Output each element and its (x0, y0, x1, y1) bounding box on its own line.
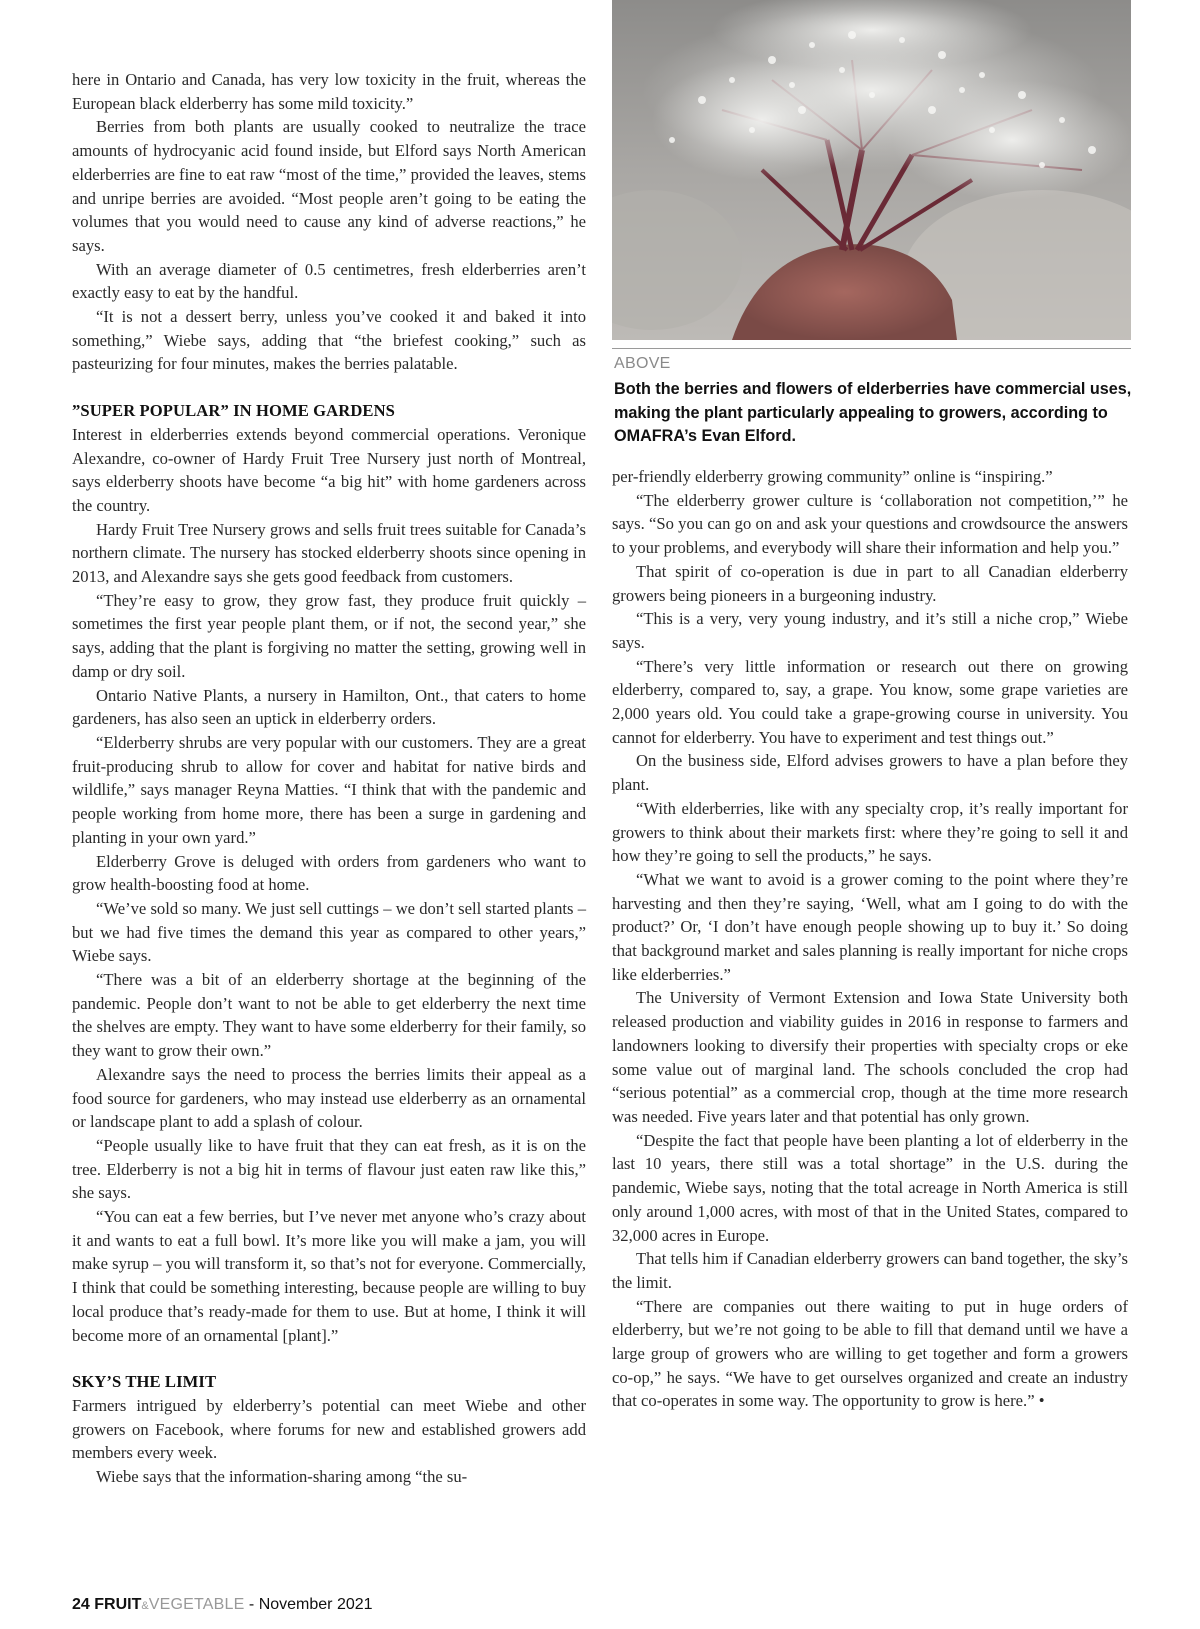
photo-caption: Both the berries and flowers of elderberries have commercial uses, making the plant particularly appealing to growers, according to OMAFRA’s Evan Elford. (614, 380, 1132, 445)
paragraph: That tells him if Canadian elderberry growers can band together, the sky’s the limit. (612, 1249, 1128, 1292)
paragraph: here in Ontario and Canada, has very low toxicity in the fruit, whereas the European black elderberry has some mild toxicity.” (72, 70, 586, 113)
paragraph: Elderberry Grove is deluged with orders from gardeners who want to grow health-boosting food at home. (72, 851, 586, 895)
page-footer (72, 1596, 373, 1614)
paragraph: “There’s very little information or research out there on growing elderberry, compared to, say, a grape. You know, some grape varieties are 2,000 years old. You could take a grape-growing course in university. You cannot for elderberry. You have to experiment and test things out.” (612, 656, 1128, 747)
paragraph: “Elderberry shrubs are very popular with our customers. They are a great fruit-producing shrub to allow for cover and habitat for native birds and wildlife,” says manager Reyna Matties. “I think that with the pandemic and people working from home more, there has been a surge in gardening and planting in your own yard.” (72, 732, 586, 847)
elderberry-flower-photo (612, 0, 1131, 340)
paragraph: “You can eat a few berries, but I’ve never met anyone who’s crazy about it and wants to eat a full bowl. It’s more like you will make a jam, you will make syrup – you will transform it, so that’s not for everyone. Commercially, I think that could be something interesting, because people are willing to buy local produce that’s ready-made for them to use. But at home, I think it will become more of an ornamental [plant].” (72, 1207, 586, 1345)
caption-label: ABOVE (614, 355, 671, 372)
paragraph: Berries from both plants are usually cooked to neutralize the trace amounts of hydrocyanic acid found inside, but Elford says North American elderberries are fine to eat raw “most of the time,” provided the leaves, stems and unripe berries are avoided. “Most people aren’t going to be eating the volumes that you would need to cause any kind of adverse reactions,” he says. (72, 117, 586, 255)
paragraph: “It is not a dessert berry, unless you’ve cooked it and baked it into something,” Wiebe says, adding that “the briefest cooking,” such as pasteurizing for four minutes, makes the berries palatable. (72, 307, 586, 374)
paragraph: “We’ve sold so many. We just sell cuttings – we don’t sell started plants – but we had five times the demand this year as compared to other years,” Wiebe says. (72, 898, 586, 966)
paragraph: “People usually like to have fruit that they can eat fresh, as it is on the tree. Elderberry is not a big hit in terms of flavour just eaten raw like this,” she says. (72, 1135, 586, 1203)
paragraph: Interest in elderberries extends beyond commercial operations. Veronique Alexandre, co-owner of Hardy Fruit Tree Nursery just north of Montreal, says elderberry shoots have become “a big hit” with home gardeners across the country. (72, 424, 586, 515)
paragraph: per-friendly elderberry growing community” online is “inspiring.” (612, 467, 1053, 486)
paragraph: “With elderberries, like with any specialty crop, it’s really important for growers to think about their markets first: where they’re going to sell it and how they’re going to sell the products,” he says. (612, 798, 1128, 866)
paragraph: “The elderberry grower culture is ‘collaboration not competition,’” he says. “So you can go on and ask your questions and crowdsource the answers to your problems, and everybody will share their information and help you.” (612, 490, 1128, 558)
publication-name: FRUIT (94, 1596, 142, 1613)
paragraph: On the business side, Elford advises growers to have a plan before they plant. (612, 751, 1128, 795)
caption-divider (612, 348, 1131, 349)
publication-vegetable: VEGETABLE (148, 1596, 245, 1613)
section-heading: SKY’S THE LIMIT (72, 1372, 217, 1392)
paragraph: “This is a very, very young industry, and it’s still a niche crop,” Wiebe says. (612, 609, 1128, 652)
paragraph: Alexandre says the need to process the berries limits their appeal as a food source for gardeners, who may instead use elderberry as an ornamental or landscape plant to add a splash of colour. (72, 1064, 586, 1132)
paragraph: “They’re easy to grow, they grow fast, they produce fruit quickly – sometimes the first year people plant them, or if not, the second year,” she says, adding that the plant is forgiving no matter the setting, growing well in damp or dry soil. (72, 590, 586, 681)
section-heading: ”SUPER POPULAR” IN HOME GARDENS (72, 401, 396, 421)
paragraph: “What we want to avoid is a grower coming to the point where they’re harvesting and then they’re saying, ‘Well, what am I going to do with the product?’ Or, ‘I don’t have enough people showing up to buy it.’ So doing that background market and sales planning is really important for niche crops like elderberries.” (612, 869, 1128, 984)
paragraph: Ontario Native Plants, a nursery in Hamilton, Ont., that caters to home gardeners, has also seen an uptick in elderberry orders. (72, 685, 586, 729)
footer-separator: - (244, 1596, 259, 1613)
issue-date: November 2021 (258, 1596, 373, 1613)
publication-ampersand: & (141, 1600, 149, 1612)
paragraph: Wiebe says that the information-sharing among “the su- (96, 1467, 468, 1487)
article-right-column (612, 465, 1128, 1413)
paragraph: “Despite the fact that people have been planting a lot of elderberry in the last 10 years, there still was a total shortage” in the U.S. during the pandemic, Wiebe says, noting that the total acreage in North America is still only around 1,000 acres, with most of that in the United States, compared to 32,000 acres in Europe. (612, 1130, 1128, 1245)
paragraph: “There are companies out there waiting to put in huge orders of elderberry, but we’re not going to be able to fill that demand until we have a large group of growers who are willing to get together and form a growers co-op,” he says. “We have to get ourselves organized and create an industry that co-operates in some way. The opportunity to grow is here.” • (612, 1296, 1128, 1411)
paragraph: Hardy Fruit Tree Nursery grows and sells fruit trees suitable for Canada’s northern climate. The nursery has stocked elderberry shoots since opening in 2013, and Alexandre says she gets good feedback from customers. (72, 519, 586, 587)
paragraph: That spirit of co-operation is due in part to all Canadian elderberry growers being pioneers in a burgeoning industry. (612, 561, 1128, 605)
paragraph: The University of Vermont Extension and Iowa State University both released production and viability guides in 2016 in response to farmers and landowners looking to diversify their properties with specialty crops or eke some value out of marginal land. The schools concluded the crop had “serious potential” as a commercial crop, though at the time more research was needed. Five years later and that potential has only grown. (612, 988, 1128, 1126)
paragraph: With an average diameter of 0.5 centimetres, fresh elderberries aren’t exactly easy to eat by the handful. (72, 259, 586, 303)
page-number: 24 (72, 1596, 90, 1613)
article-left-column (72, 68, 586, 1489)
paragraph: “There was a bit of an elderberry shortage at the beginning of the pandemic. People don’t want to not be able to get elderberry the next time the shelves are empty. They want to have some elderberry for their family, so they want to grow their own.” (72, 970, 586, 1061)
paragraph: Farmers intrigued by elderberry’s potential can meet Wiebe and other growers on Facebook, where forums for new and established growers add members every week. (72, 1395, 586, 1463)
photo-illustration (612, 0, 1131, 340)
